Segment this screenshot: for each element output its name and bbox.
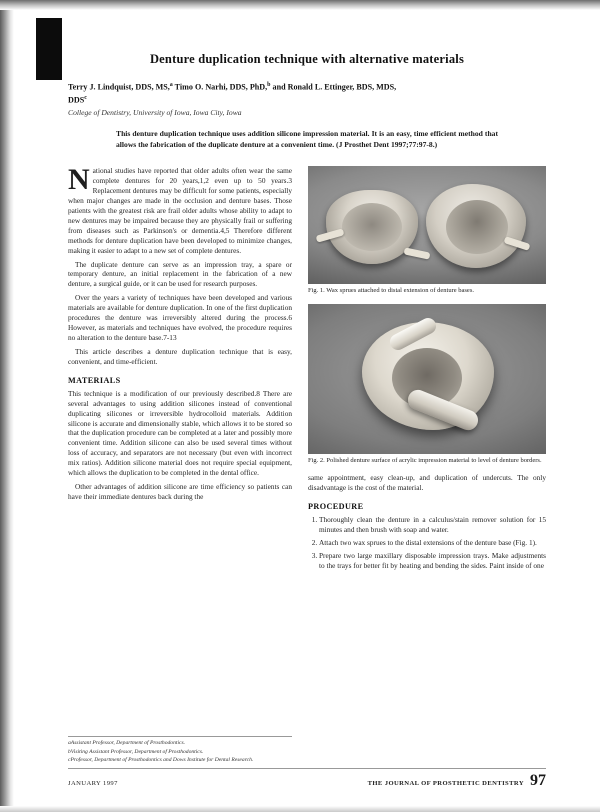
procedure-step: 2. Attach two wax sprues to the distal extensions of the denture base (Fig. 1). — [319, 538, 546, 548]
section-heading-materials: MATERIALS — [68, 375, 121, 385]
figure-1 — [308, 166, 546, 295]
procedure-step: 3. Prepare two large maxillary disposable impression trays. Make adjustments to the trays for better fit by heating and bending the sides. Paint inside of one — [319, 551, 546, 571]
footer-journal-name: THE JOURNAL OF PROSTHETIC DENTISTRY — [367, 780, 524, 787]
scan-edge-top — [0, 0, 600, 10]
wax-sprue-2 — [404, 248, 431, 260]
intro-paragraph-text: ational studies have reported that older adults often wear the same complete dentures for 20 years,1,2 even up to 50 years.3 Replacement dentures may be difficult for some patients, especially when major changes are made in the occlusion and denture bases. Those patients with the greatest risk are frail older adults whose ability to adapt to new dentures may be impaired because they are physically frail or suffering from diseases such as Parkinson's or dementia.4,5 Therefore different methods for denture duplication have been developed to minimize changes, making it easier to adapt to a new set of complete dentures. — [68, 166, 292, 255]
footer-page-number: 97 — [530, 772, 546, 789]
figure-2-caption: Fig. 2. Polished denture surface of acrylic impression material to level of denture borders. — [308, 456, 542, 464]
denture-base-right-cavity — [446, 200, 508, 254]
intro-paragraph — [68, 163, 292, 255]
right-column — [308, 166, 546, 573]
page-footer — [68, 768, 546, 790]
body-paragraph-2: The duplicate denture can serve as an impression tray, a spare or temporary denture, an initial replacement in the fabrication of a new denture, a surgical guide, or it can be used for research purposes. — [68, 259, 292, 289]
materials-paragraph-2: Other advantages of addition silicone are time efficiency so patients can have their immediate dentures back during the — [68, 482, 292, 501]
section-heading-procedure: PROCEDURE — [308, 501, 364, 511]
author-list: Terry J. Lindquist, DDS, MS,$^a$ Timo O. Narhi, DDS, PhD,$^b$ and Ronald L. Ettinger, BDS, MDS, DDS$^c$ — [68, 82, 397, 105]
body-paragraph-3: Over the years a variety of techniques have been developed and various materials are available for denture duplication. In one of the first duplication procedures the denture was irreversibly altered during the process.6 However, as materials and techniques have evolved, the procedure requires no alteration to the denture base.7-13 — [68, 293, 292, 342]
denture-bases-with-wax-sprues-photo — [308, 166, 546, 284]
footnote-c: cProfessor, Department of Prosthodontics and Dows Institute for Dental Research. — [68, 757, 254, 764]
footnote-a: aAssistant Professor, Department of Prosthodontics. — [68, 740, 186, 747]
denture-base-left-cavity — [342, 203, 402, 251]
procedure-step: 1. Thoroughly clean the denture in a calculus/stain remover solution for 15 minutes and then brush with soap and water. — [319, 515, 546, 535]
drop-cap: N — [68, 163, 90, 197]
right-paragraph-1: same appointment, easy clean-up, and duplication of undercuts. The only disadvantage is the cost of the material. — [308, 473, 546, 493]
article-content — [68, 52, 546, 574]
figure-1-caption: Fig. 1. Wax sprues attached to distal extension of denture bases. — [308, 287, 474, 295]
materials-paragraph-1: This technique is a modification of our previously described.8 There are several advantages to using addition silicones instead of conventional duplicating silicones or irreversible hydrocolloid materials. Addition silicone is accurate and dimensionally stable, which allows it to be stored so that the duplication procedure can be completed at a later and possibly more convenient time. Addition silicone can also be used several times without loss of accuracy, and separators are not necessary (but even with incorrect mix ratios). Addition silicone material does not require special equipment, which allows the duplication to be completed in the dental office. — [68, 388, 292, 478]
figure-2 — [308, 304, 546, 465]
footer-issue-date: JANUARY 1997 — [68, 780, 118, 787]
scan-corner-artifact — [36, 18, 62, 80]
wax-sprue-top — [387, 315, 439, 353]
footnotes — [68, 736, 292, 766]
polished-denture-impression-photo — [308, 304, 546, 454]
procedure-steps — [308, 515, 546, 571]
article-title: Denture duplication technique with alternative materials — [149, 52, 465, 66]
scan-edge-left — [0, 0, 14, 812]
author-affiliation: College of Dentistry, University of Iowa, Iowa City, Iowa — [68, 108, 242, 118]
left-column — [68, 163, 292, 573]
scan-edge-bottom — [0, 806, 600, 812]
footnote-b: bVisiting Assistant Professor, Department of Prosthodontics. — [68, 748, 204, 755]
abstract: This denture duplication technique uses addition silicone impression material. It is an easy, time efficient method that allows the fabrication of the duplicate denture at a convenient time. (J Prosthet Dent 1997;77:97-8.) — [116, 129, 498, 150]
two-column-body — [68, 163, 546, 573]
denture-base-right — [426, 184, 526, 268]
body-paragraph-4: This article describes a denture duplication technique that is easy, convenient, and time-efficient. — [68, 346, 292, 366]
